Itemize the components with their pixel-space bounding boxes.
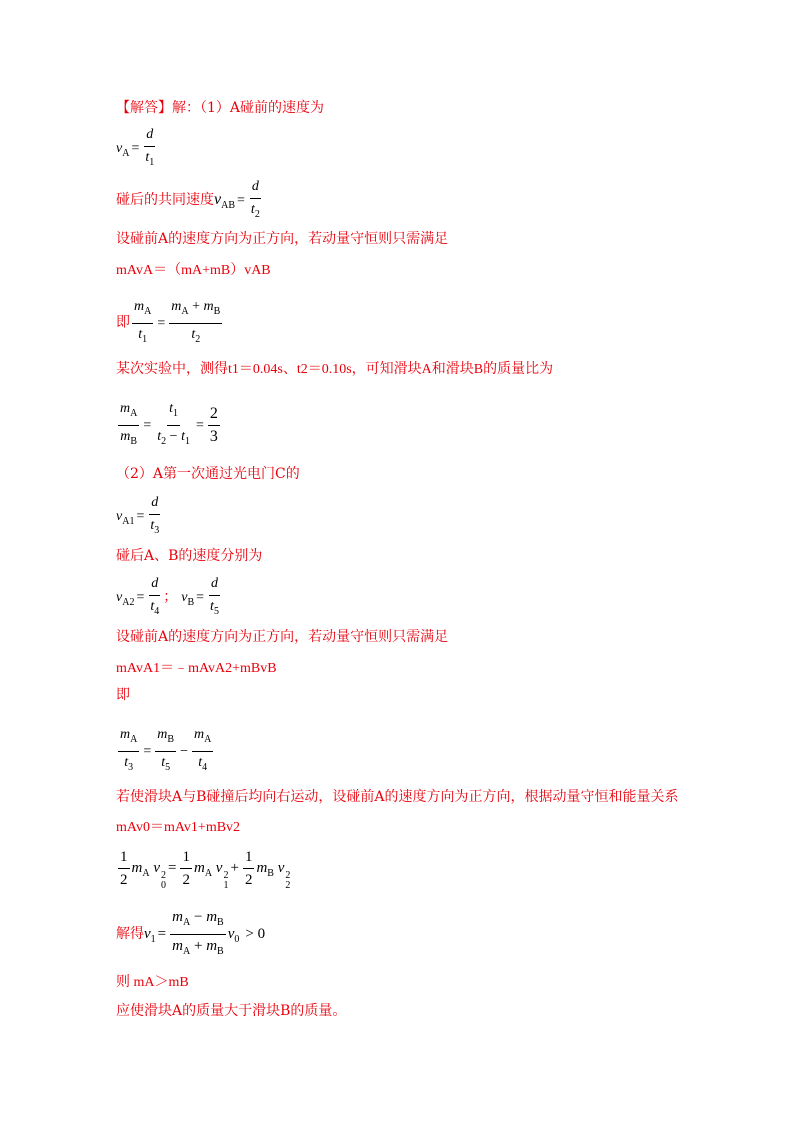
solution-line-17 <box>116 787 679 807</box>
momentum-condition-1: 设碰前A的速度方向为正方向，若动量守恒则只需满足 <box>116 231 449 247</box>
momentum-equation-1: mAvA＝（mA+mB）vAB <box>116 263 271 278</box>
formula-va: $v_A$ = $\frac{d}{t_1}$ <box>116 127 155 168</box>
solution-line-18 <box>116 818 240 838</box>
formula-separator: ； <box>163 590 178 606</box>
momentum-equation-2: mAvA1＝﹣mAvA2+mBvB <box>116 661 277 676</box>
solution-line-9 <box>116 464 300 484</box>
formula-v1-line: 解得$v_1$ = $\frac{m_A - m_B}{m_A + m_B}$ $v_0 > 0$ <box>116 909 266 957</box>
after-collision-statement: 碰后A、B的速度分别为 <box>116 548 263 564</box>
formula-va1: $v_{A1}$ = $\frac{d}{t_3}$ <box>116 495 160 536</box>
formula-mass-ratio: $\frac{m_A}{m_B}$ = $\frac{t_1}{t_2 - t_1}$ = $\frac{2}{3}$ <box>120 401 218 447</box>
solution-line-5 <box>116 261 271 281</box>
solve-prefix: 解得 <box>116 925 144 942</box>
conclusion: 应使滑块A的质量大于滑块B的质量。 <box>116 1003 347 1019</box>
part-2-header: （2）A第一次通过光电门C的 <box>116 466 300 482</box>
solution-line-21 <box>116 973 189 993</box>
solution-line-14 <box>116 659 277 679</box>
mass-inequality: 则 mA＞mB <box>116 975 189 990</box>
formula-va2-vb: $v_{A2}$ = $\frac{d}{t_4}$ ； $v_B$ = $\frac{d}{t_5}$ <box>116 576 219 617</box>
solution-line-11 <box>116 546 262 566</box>
condition-statement: 若使滑块A与B碰撞后均向右运动，设碰前A的速度方向为正方向，根据动量守恒和能量关系 <box>116 789 679 805</box>
formula-energy: $\frac{1}{2}$ $m_A$ v 2 0 = $\frac{1}{2}$ $m_A$ v 2 1 + $\frac{1}{2}$ $m_B$ v 2 2 <box>120 849 291 891</box>
momentum-condition-2: 设碰前A的速度方向为正方向，若动量守恒则只需满足 <box>116 629 449 645</box>
formula-time-relation: $\frac{m_A}{t_3}$ = $\frac{m_B}{t_5}$ − $\frac{m_A}{t_4}$ <box>120 727 212 773</box>
solution-line-15 <box>116 685 130 705</box>
formula-ratio-line: 即 $\frac{m_A}{t_1}$ = $\frac{m_A + m_B}{t_2}$ <box>116 299 221 345</box>
vab-prefix: 碰后的共同速度 <box>116 192 214 209</box>
experiment-statement: 某次实验中，测得t1＝0.04s、t2＝0.10s，可知滑块A和滑块B的质量比为 <box>116 362 554 377</box>
solution-header <box>116 98 324 118</box>
solution-line-4 <box>116 229 448 249</box>
formula-vab-line: 碰后的共同速度$v_{AB}$ = $\frac{d}{t_2}$ <box>116 179 260 220</box>
solution-line-1: 【解答】解：（1）A碰前的速度为 <box>116 100 325 116</box>
ratio-prefix: 即 <box>116 314 130 331</box>
momentum-equation-3: mAv0＝mAv1+mBv2 <box>116 820 241 835</box>
solution-line-13 <box>116 627 448 647</box>
solution-line-22 <box>116 1001 346 1021</box>
therefore-label: 即 <box>116 687 130 703</box>
solution-line-7 <box>116 360 553 380</box>
